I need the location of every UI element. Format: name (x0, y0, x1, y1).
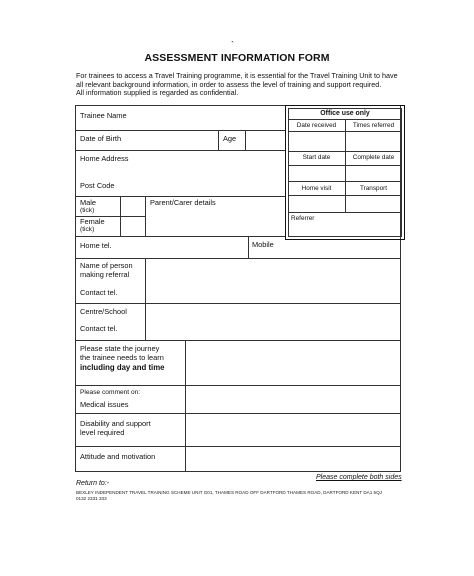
age-label: Age (223, 134, 237, 143)
intro-line: All information supplied is regarded as confidential. (76, 88, 239, 98)
row-divider (75, 236, 285, 237)
medical-issues-label: Medical issues (80, 400, 129, 409)
date-received-label: Date received (296, 122, 337, 129)
row-divider (75, 303, 401, 304)
return-to-label: Return to:- (76, 480, 110, 487)
complete-date-label: Complete date (352, 154, 395, 161)
home-visit-label: Home visit (301, 185, 332, 192)
row-divider (75, 385, 401, 386)
return-address: BEXLEY INDEPENDENT TRAVEL TRAINING SCHEME UNIT G01, THAMES ROAD OFF DARTFORD THAMES ROAD, DARTFORD KENT DA1 5QJ (76, 490, 382, 495)
row-divider (75, 340, 401, 341)
parent-carer-label: Parent/Carer details (150, 198, 216, 207)
female-label: Female (80, 217, 105, 226)
home-address-label: Home Address (80, 154, 129, 163)
row-divider (75, 150, 285, 151)
attitude-label: Attitude and motivation (80, 452, 156, 461)
mobile-label: Mobile (252, 240, 274, 249)
male-tick-label: (tick) (80, 207, 95, 214)
centre-school-label: Centre/School (80, 307, 127, 316)
col-divider (245, 130, 246, 150)
col-divider (145, 258, 146, 340)
comment-label: Please comment on: (80, 389, 141, 396)
female-tick-label: (tick) (80, 226, 95, 233)
office-col-divider (345, 119, 346, 212)
col-divider (248, 236, 249, 258)
row-divider (75, 130, 285, 131)
intro-line: For trainees to access a Travel Training programme, it is essential for the Travel Training Unit to have (76, 71, 398, 80)
referrer-label: Referrer (291, 215, 315, 222)
times-referred-label: Times referred (352, 122, 395, 129)
col-divider (120, 196, 121, 236)
referrer-name-label-2: making referral (80, 270, 130, 279)
school-contact-label: Contact tel. (80, 324, 118, 333)
date-of-birth-label: Date of Birth (80, 134, 122, 143)
row-divider (75, 258, 401, 259)
office-divider (288, 212, 402, 213)
col-divider (185, 340, 186, 472)
trainee-name-label: Trainee Name (80, 111, 127, 120)
office-use-title: Office use only (320, 110, 370, 117)
start-date-label: Start date (302, 154, 331, 161)
return-phone: 0132 2331 333 (76, 496, 107, 501)
home-tel-label: Home tel. (80, 241, 112, 250)
intro-line: all relevant background information, in order to assess the level of training and support required. (76, 79, 382, 89)
page-mark: ` (231, 40, 234, 50)
row-divider (75, 196, 285, 197)
male-label: Male (80, 198, 97, 207)
disability-label: Disability and support (80, 419, 151, 428)
transport-label: Transport (359, 185, 388, 192)
row-divider (75, 413, 401, 414)
form-title: ASSESSMENT INFORMATION FORM (144, 52, 330, 64)
col-divider (218, 130, 219, 150)
col-divider (145, 196, 146, 236)
post-code-label: Post Code (80, 181, 115, 190)
referrer-name-label: Name of person (80, 261, 133, 270)
journey-label-2: the trainee needs to learn (80, 353, 164, 362)
disability-label-2: level required (80, 428, 125, 437)
journey-label-bold: including day and time (80, 363, 165, 372)
referrer-contact-label: Contact tel. (80, 288, 118, 297)
complete-both-sides-note: Please complete both sides (316, 474, 402, 481)
intro-text (76, 72, 416, 98)
journey-label: Please state the journey (80, 344, 160, 353)
row-divider (75, 446, 401, 447)
